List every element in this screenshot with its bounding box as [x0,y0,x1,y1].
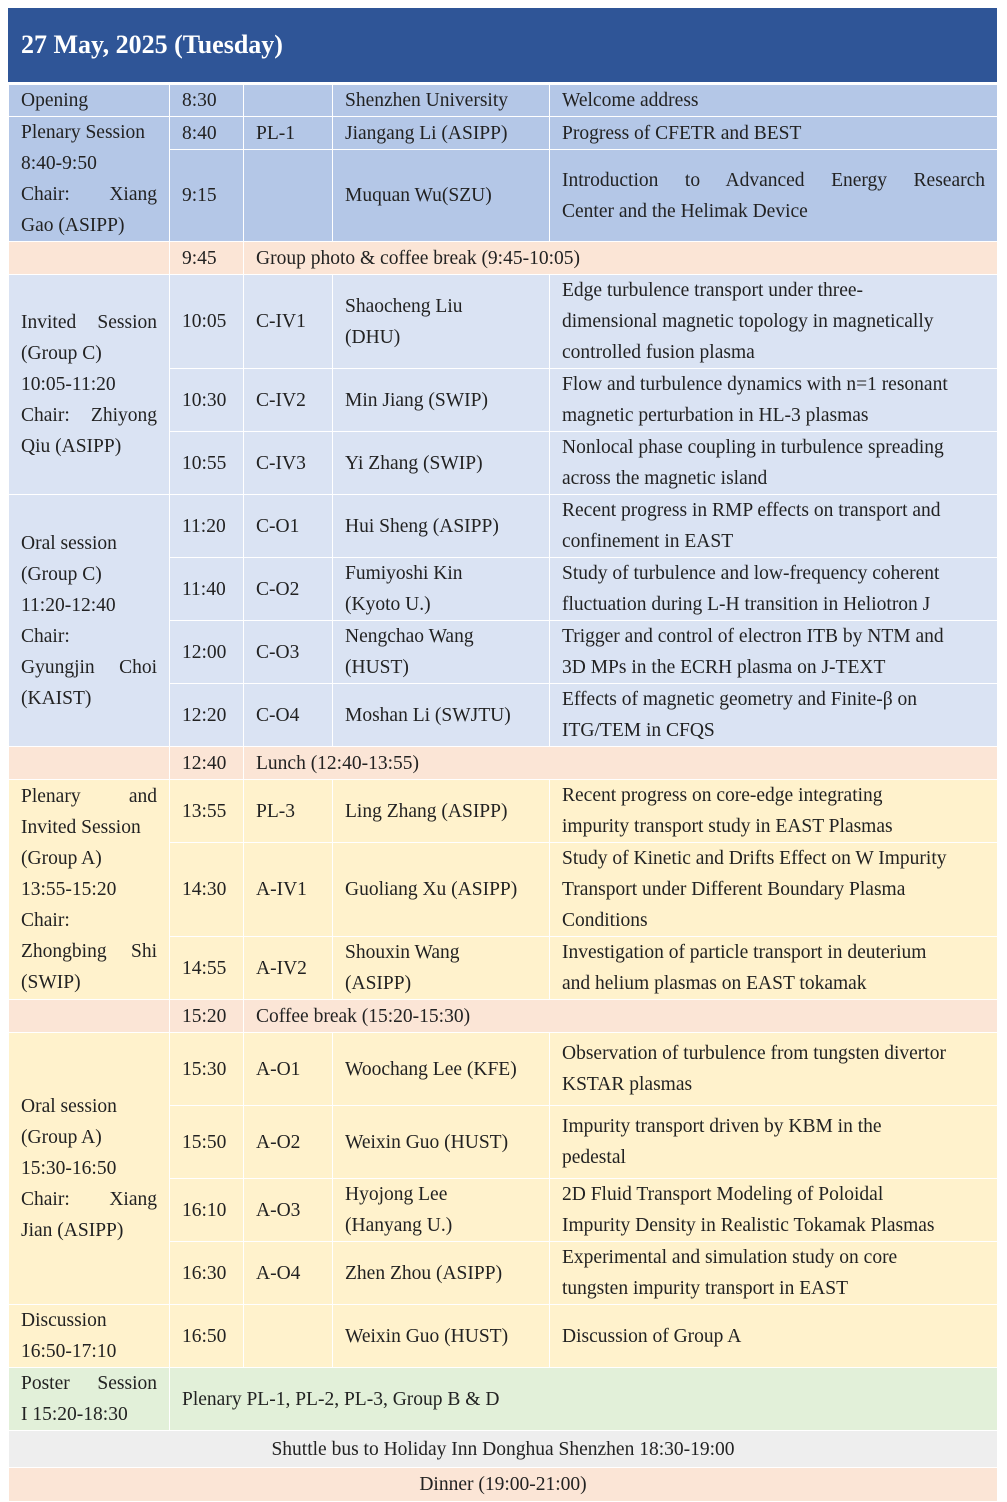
code-cell: C-O4 [244,684,333,747]
speaker-cell [333,1179,550,1242]
shuttle-cell: Shuttle bus to Holiday Inn Donghua Shenzhen 18:30-19:00 [9,1431,998,1468]
title-cell [550,621,998,684]
time-cell: 8:30 [170,85,244,117]
table-row [9,1033,998,1106]
break-cell: Group photo & coffee break (9:45-10:05) [244,242,998,275]
speaker-line: Nengchao Wang [345,626,474,647]
time-cell: 9:15 [170,150,244,242]
time-cell: 10:05 [170,275,244,369]
title-cell [550,684,998,747]
speaker-cell: Jiangang Li (ASIPP) [333,117,550,150]
session-cell: Opening [9,85,170,117]
time-cell: 14:30 [170,843,244,937]
code-cell: C-IV3 [244,432,333,495]
session-line: Poster Session [21,1373,157,1394]
title-line: Transport under Different Boundary Plasma [562,879,906,900]
break-cell: Lunch (12:40-13:55) [244,747,998,780]
session-line: I 15:20-18:30 [21,1404,128,1425]
time-cell: 8:40 [170,117,244,150]
session-line: Plenary Session [21,122,146,143]
speaker-line: Shouxin Wang [345,942,460,963]
title-line: ITG/TEM in CFQS [562,720,715,741]
day-title: 27 May, 2025 (Tuesday) [21,30,283,59]
title-cell [550,1033,998,1106]
session-line: (Group C) [21,563,102,585]
session-cell [9,1000,170,1033]
title-line: Edge turbulence transport under three- [562,280,864,301]
dinner-cell: Dinner (19:00-21:00) [9,1468,998,1502]
title-line: Trigger and control of electron ITB by NTM and [562,626,944,647]
title-line: Recent progress in RMP effects on transport and [562,500,941,521]
session-line: Invited Session [21,817,141,838]
title-line: 3D MPs in the ECRH plasma on J-TEXT [562,657,886,678]
session-line: Chair: Zhiyong [21,405,157,426]
title-cell [550,843,998,937]
session-line: Qiu (ASIPP) [21,436,122,457]
speaker-line: (Kyoto U.) [345,594,431,615]
title-cell [550,558,998,621]
title-line: Impurity Density in Realistic Tokamak Plasmas [562,1215,935,1236]
code-cell: A-IV2 [244,937,333,1000]
table-row [9,495,998,558]
code-cell: C-IV1 [244,275,333,369]
session-line: 8:40-9:50 [21,153,97,174]
session-line: Zhongbing Shi [21,941,157,962]
session-cell [9,117,170,242]
session-line: Plenary and [21,786,157,807]
session-line: Discussion [21,1310,107,1331]
break-cell: Coffee break (15:20-15:30) [244,1000,998,1033]
table-row [9,85,998,117]
time-cell: 15:30 [170,1033,244,1106]
title-line: Impurity transport driven by KBM in the [562,1116,882,1137]
title-line: and helium plasmas on EAST tokamak [562,973,867,994]
session-line: 13:55-15:20 [21,879,117,900]
title-cell [550,432,998,495]
session-line: (SWIP) [21,972,81,993]
code-cell [244,150,333,242]
session-line: Chair: Xiang [21,1189,157,1210]
code-cell: A-O3 [244,1179,333,1242]
speaker-line: Fumiyoshi Kin [345,563,463,584]
speaker-cell: Weixin Guo (HUST) [333,1106,550,1179]
time-cell: 11:20 [170,495,244,558]
speaker-line: (ASIPP) [345,973,412,994]
time-cell: 15:50 [170,1106,244,1179]
schedule-sheet [8,8,997,1502]
code-cell: C-O2 [244,558,333,621]
session-cell [9,780,170,1000]
speaker-cell: Zhen Zhou (ASIPP) [333,1242,550,1305]
title-line: Observation of turbulence from tungsten divertor [562,1043,946,1064]
title-line: Flow and turbulence dynamics with n=1 resonant [562,374,948,395]
speaker-cell: Moshan Li (SWJTU) [333,684,550,747]
speaker-cell: Muquan Wu(SZU) [333,150,550,242]
speaker-cell: Weixin Guo (HUST) [333,1305,550,1368]
time-cell: 12:20 [170,684,244,747]
title-line: Introduction to Advanced Energy Research [562,169,985,191]
session-line: Jian (ASIPP) [21,1220,124,1241]
title-line: dimensional magnetic topology in magnetically [562,311,934,332]
session-line: (Group A) [21,848,102,869]
table-row [9,242,998,275]
title-line: KSTAR plasmas [562,1074,693,1095]
session-cell [9,747,170,780]
title-cell [550,369,998,432]
title-line: tungsten impurity transport in EAST [562,1278,848,1299]
speaker-cell: Yi Zhang (SWIP) [333,432,550,495]
session-cell [9,495,170,747]
speaker-line: (Hanyang U.) [345,1215,453,1236]
time-cell: 16:30 [170,1242,244,1305]
code-cell: C-O3 [244,621,333,684]
time-cell: 11:40 [170,558,244,621]
session-line: 15:30-16:50 [21,1158,117,1179]
title-cell [550,1179,998,1242]
table-row [9,1468,998,1502]
table-row [9,747,998,780]
table-row [9,1000,998,1033]
speaker-cell: Shenzhen University [333,85,550,117]
speaker-cell [333,275,550,369]
speaker-cell: Hui Sheng (ASIPP) [333,495,550,558]
table-row [9,1368,998,1431]
time-cell: 14:55 [170,937,244,1000]
session-cell [9,242,170,275]
session-line: 11:20-12:40 [21,594,116,616]
session-line: Chair: [21,910,70,931]
table-row [9,780,998,843]
speaker-line: (HUST) [345,657,409,678]
time-cell: 12:00 [170,621,244,684]
code-cell: C-O1 [244,495,333,558]
time-cell: 16:50 [170,1305,244,1368]
session-cell [9,275,170,495]
title-line: impurity transport study in EAST Plasmas [562,816,893,837]
title-line: Study of Kinetic and Drifts Effect on W Impurity [562,848,947,869]
title-line: confinement in EAST [562,531,734,552]
title-line: Center and the Helimak Device [562,200,808,222]
time-cell: 13:55 [170,780,244,843]
title-cell: Welcome address [550,85,998,117]
title-line: Nonlocal phase coupling in turbulence spreading [562,437,944,458]
title-line: across the magnetic island [562,468,768,489]
title-cell [550,1106,998,1179]
title-cell [550,495,998,558]
title-cell [550,937,998,1000]
speaker-cell: Woochang Lee (KFE) [333,1033,550,1106]
code-cell: PL-3 [244,780,333,843]
schedule-table [8,84,998,1502]
speaker-line: Hyojong Lee [345,1184,448,1205]
title-line: fluctuation during L-H transition in Heliotron J [562,594,931,615]
title-line: Study of turbulence and low-frequency coherent [562,563,940,584]
table-row [9,117,998,150]
code-cell: A-O4 [244,1242,333,1305]
title-cell [550,1242,998,1305]
session-cell [9,1368,170,1431]
table-row [9,275,998,369]
time-cell: 10:30 [170,369,244,432]
code-cell [244,85,333,117]
code-cell [244,1305,333,1368]
session-cell [9,1305,170,1368]
code-cell: A-O2 [244,1106,333,1179]
title-line: magnetic perturbation in HL-3 plasmas [562,405,869,426]
time-cell: 16:10 [170,1179,244,1242]
session-line: Gyungjin Choi [21,656,157,678]
table-row [9,1431,998,1468]
title-line: 2D Fluid Transport Modeling of Poloidal [562,1184,884,1205]
speaker-cell [333,558,550,621]
title-cell [550,150,998,242]
speaker-line: Shaocheng Liu [345,295,463,317]
title-line: pedestal [562,1147,626,1168]
code-cell: C-IV2 [244,369,333,432]
table-row [9,1305,998,1368]
session-line: Chair: Xiang [21,184,157,205]
title-cell: Discussion of Group A [550,1305,998,1368]
session-line: Chair: [21,625,70,647]
session-cell [9,1033,170,1305]
code-cell: A-O1 [244,1033,333,1106]
speaker-cell [333,621,550,684]
session-line: (KAIST) [21,687,92,709]
session-line: (Group A) [21,1127,102,1148]
title-line: Conditions [562,910,648,931]
speaker-cell [333,937,550,1000]
session-line: 16:50-17:10 [21,1341,117,1362]
title-line: Investigation of particle transport in deuterium [562,942,927,963]
title-cell [550,275,998,369]
speaker-cell: Min Jiang (SWIP) [333,369,550,432]
time-cell: 9:45 [170,242,244,275]
speaker-line: (DHU) [345,326,401,348]
title-line: Experimental and simulation study on core [562,1247,898,1268]
code-cell: PL-1 [244,117,333,150]
poster-cell: Plenary PL-1, PL-2, PL-3, Group B & D [170,1368,998,1431]
time-cell: 15:20 [170,1000,244,1033]
title-line: Recent progress on core-edge integrating [562,785,883,806]
session-line: Oral session [21,1096,117,1117]
time-cell: 10:55 [170,432,244,495]
day-header [8,8,997,84]
session-line: Invited Session [21,312,157,333]
session-line: (Group C) [21,343,102,364]
time-cell: 12:40 [170,747,244,780]
session-line: Gao (ASIPP) [21,215,125,236]
code-cell: A-IV1 [244,843,333,937]
speaker-cell: Ling Zhang (ASIPP) [333,780,550,843]
session-line: Oral session [21,532,117,554]
title-line: controlled fusion plasma [562,342,755,363]
title-cell [550,780,998,843]
title-cell: Progress of CFETR and BEST [550,117,998,150]
title-line: Effects of magnetic geometry and Finite-β on [562,689,918,710]
session-line: 10:05-11:20 [21,374,116,395]
speaker-cell: Guoliang Xu (ASIPP) [333,843,550,937]
